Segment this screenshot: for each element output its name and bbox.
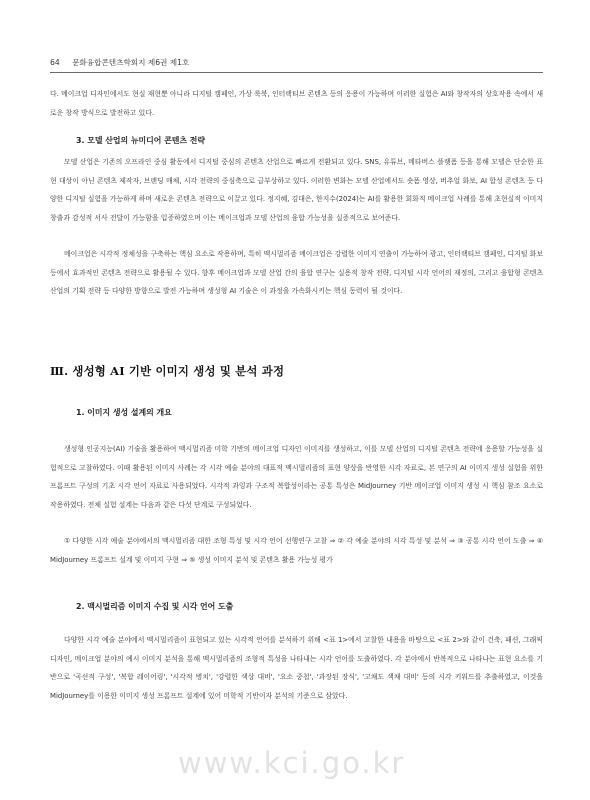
section-1-procedure: ① 다양한 시각 예술 분야에서의 맥시멀리즘 대한 조형 특성 및 시각 언어 선행연구 고찰 ⇒ ② 각 예술 분야의 시각 특성 및 분석 ⇒ ③ 공통 시각 언어 도출 ⇒ ④ MidJourney 프롬프트 설계 및 이미지 구현 ⇒ ⑤ 생성 이미지 분석 및 콘텐츠 활용 가능성 평가 xyxy=(50,537,543,564)
section-3-paragraph-1: 모델 산업은 기존의 오프라인 중심 활동에서 디지털 중심의 콘텐츠 산업으로 빠르게 전환되고 있다. SNS, 유튜브, 메타버스 플랫폼 등을 통해 모델은 단순한 표현 대상이 아닌 콘텐츠 제작자, 브랜딩 매체, 시각 전략의 중심축으로 급부상하고 있다. 이러한 변화는 모델 산업에서도 숏폼 영상, 버추얼 화보, AI 합성 콘텐츠 등 다양한 디지털 실험을 가능하게 하며 새로운 콘텐츠 전략으로 이끌고 있다. 정지혜, 김대은, 한지수(2024)는 AI를 활용한 회화적 메이크업 사례를 통해 초현실적 이미지 창출과 감성적 서사 전달이 가능함을 입증하였으며 이는 메이크업과 모델 산업의 융합 가능성을 실증적으로 보여준다. xyxy=(50,158,543,222)
intro-paragraph: 다. 메이크업 디자인에서도 현실 재현뿐 아니라 디지털 캠페인, 가상 룩북, 인터랙티브 콘텐츠 등의 응용이 가능하며 이러한 실험은 AI와 창작자의 상호작용 속에서 새로운 창작 방식으로 발전하고 있다. xyxy=(50,90,543,117)
running-header xyxy=(50,57,189,68)
section-3-paragraph-2: 메이크업은 시각적 정체성을 구축하는 핵심 요소로 작용하며, 특히 맥시멀리즘 메이크업은 강렬한 이미지 연출이 가능하여 광고, 인터랙티브 캠페인, 디지털 화보 등에서 효과적인 콘텐츠 전략으로 활용될 수 있다. 향후 메이크업과 모델 산업 간의 융합 연구는 실용적 창작 전략, 디지털 시각 언어의 재정의, 그리고 융합형 콘텐츠 산업의 기획 전략 등 다양한 방향으로 발전 가능하며 생성형 AI 기술은 이 과정을 가속화시키는 핵심 동력이 될 것이다. xyxy=(50,250,543,296)
header-rule xyxy=(50,72,543,73)
section-1-paragraph-1: 생성형 인공지능(AI) 기술을 활용하여 맥시멀리즘 미학 기반의 메이크업 디자인 이미지를 생성하고, 이를 모델 산업의 디지털 콘텐츠 전략에 응용할 가능성을 실험적으로 고찰하였다. 이때 활용된 이미지 사례는 각 시각 예술 분야의 대표적 맥시멀리즘의 표현 양상을 반영한 시각 자료로, 본 연구의 AI 이미지 생성 실험을 위한 프롬프트 구성의 기초 시각 언어 자료로 사용되었다. 시각적 과잉과 구조적 복합성이라는 공통 특성은 MidJourney 기반 메이크업 이미지 생성 시 핵심 참조 요소로 작용하였다. 전체 실험 설계는 다음과 같은 다섯 단계로 구성되었다. xyxy=(50,445,543,509)
chapter-heading: Ⅲ. 생성형 AI 기반 이미지 생성 및 분석 과정 xyxy=(50,364,285,378)
section-1-heading: 1. 이미지 생성 설계의 개요 xyxy=(76,408,172,417)
kci-watermark: www.kci.go.kr xyxy=(178,746,406,780)
section-2-paragraph-1: 다양한 시각 예술 분야에서 맥시멀리즘이 표현되고 있는 시각적 언어를 분석하기 위해 <표 1>에서 고찰한 내용을 바탕으로 <표 2>와 같이 건축, 패션, 그래픽 디자인, 메이크업 분야의 예시 이미지 분석을 통해 맥시멀리즘의 조형적 특성을 나타내는 시각 언어를 도출하였다. 각 분야에서 반복적으로 나타나는 표현 요소를 기반으로 '곡선적 구성', '복합 레이어링', '시각적 병치', '강렬한 색상 대비', '요소 중첩', '과장된 장식', '고채도 색채 대비' 등의 시각 키워드를 추출하였고, 이것을 MidJourney를 이용한 이미지 생성 프롬프트 설계에 있어 미학적 기반이자 분석의 기준으로 삼았다. xyxy=(50,636,543,700)
page-number: 64 xyxy=(50,58,60,67)
section-3-heading: 3. 모델 산업의 뉴미디어 콘텐츠 전략 xyxy=(76,136,205,145)
journal-title: 문화융합콘텐츠학회지 제6권 제1호 xyxy=(72,58,190,67)
section-2-heading: 2. 맥시멀리즘 이미지 수집 및 시각 언어 도출 xyxy=(76,602,234,611)
